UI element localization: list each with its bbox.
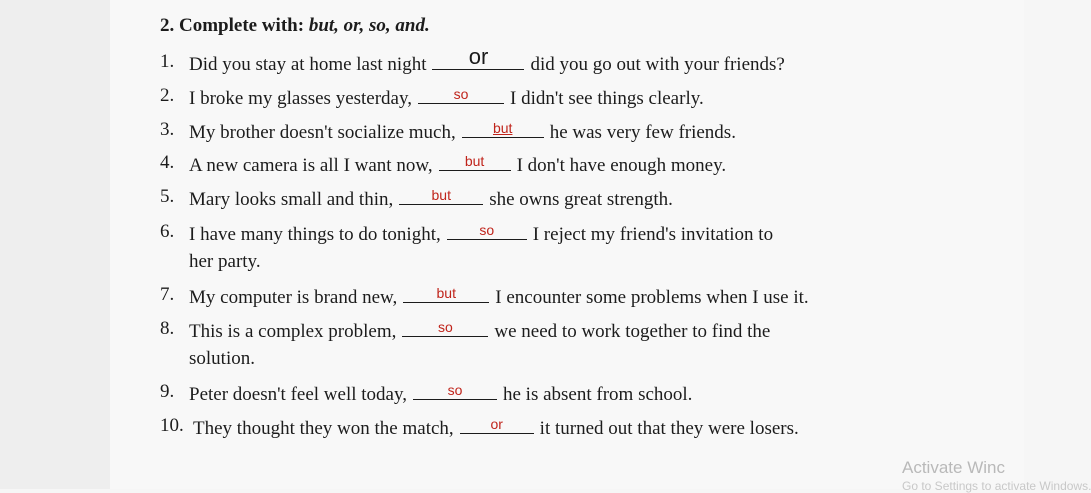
answer-text: so [479, 222, 495, 238]
answer-blank[interactable] [418, 81, 504, 104]
answer-blank[interactable] [439, 148, 511, 171]
item-sentence: Peter doesn't feel well today, so he is absent from school. [189, 377, 692, 410]
item-sentence-continuation: her party. [189, 251, 261, 272]
answer-blank[interactable] [460, 411, 534, 434]
answer-blank[interactable] [413, 377, 497, 400]
item-sentence: I broke my glasses yesterday, so I didn't see things clearly. [189, 81, 704, 114]
answer-blank[interactable] [462, 115, 544, 138]
item-sentence: Mary looks small and thin, but she owns great strength. [189, 182, 673, 215]
answer-blank[interactable] [402, 314, 488, 337]
item-sentence: This is a complex problem, so we need to work together to find the [189, 314, 770, 347]
exercise-heading [160, 13, 430, 39]
item-number: 4. [160, 152, 175, 173]
answer-text: but [492, 120, 513, 136]
answer-text: but [431, 187, 451, 203]
item-number: 1. [160, 51, 175, 72]
answer-text: so [437, 319, 453, 335]
item-sentence: My computer is brand new, but I encounter some problems when I use it. [189, 280, 809, 313]
answer-text: or [468, 44, 489, 69]
item-sentence: They thought they won the match, or it turned out that they were losers. [193, 411, 799, 444]
item-sentence: A new camera is all I want now, but I don't have enough money. [189, 148, 726, 181]
answer-blank[interactable] [447, 217, 527, 240]
item-number: 5. [160, 186, 175, 207]
item-number: 7. [160, 284, 175, 305]
answer-text: so [447, 382, 463, 398]
heading-label: 2. Complete with: [160, 15, 309, 36]
item-number: 8. [160, 318, 175, 339]
item-sentence: Did you stay at home last night or did you go out with your friends? [189, 44, 785, 75]
left-page-margin [0, 0, 110, 489]
answer-blank[interactable] [399, 182, 483, 205]
activate-windows-subtext: Go to Settings to activate Windows. [902, 479, 1091, 493]
item-number: 2. [160, 85, 175, 106]
activate-windows-watermark: Activate Winc [902, 458, 1005, 477]
answer-text: so [453, 86, 469, 102]
item-number: 3. [160, 119, 175, 140]
item-number: 9. [160, 381, 175, 402]
answer-text: but [436, 285, 456, 301]
item-sentence: My brother doesn't socialize much, but he was very few friends. [189, 115, 736, 148]
item-sentence-continuation: solution. [189, 348, 255, 369]
answer-blank[interactable] [403, 280, 489, 303]
heading-words: but, or, so, and. [308, 15, 430, 36]
item-sentence: I have many things to do tonight, so I reject my friend's invitation to [189, 217, 773, 250]
item-number: 6. [160, 221, 175, 242]
item-number: 10. [160, 415, 184, 436]
answer-blank[interactable] [432, 44, 524, 70]
answer-text: but [464, 153, 485, 169]
answer-text: or [490, 416, 503, 432]
